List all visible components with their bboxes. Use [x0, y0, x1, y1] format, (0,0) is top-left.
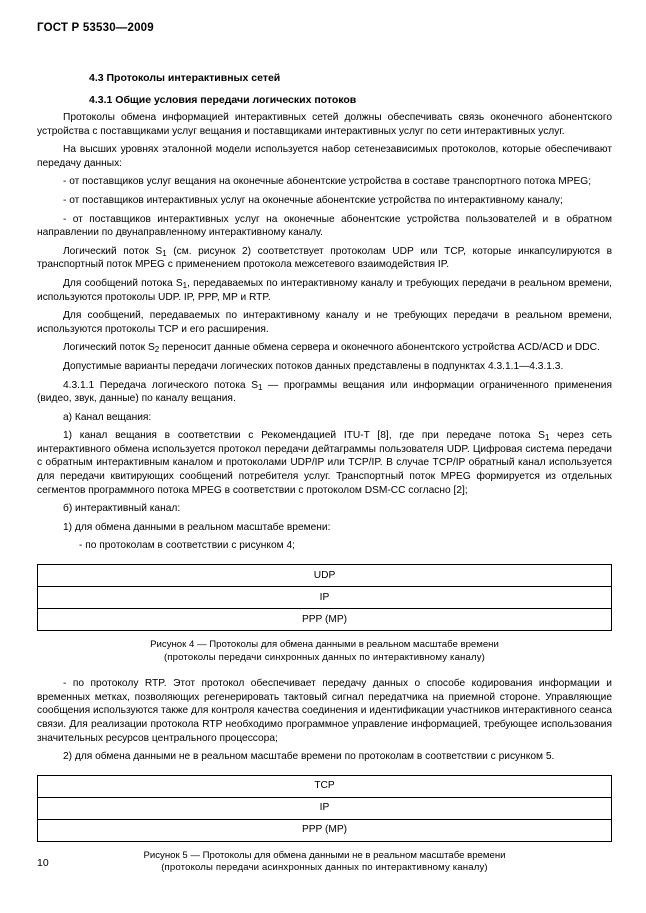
- paragraph-6-part-b: (см. рисунок 2) соответствует протоколам UDP или TCP, которые инкапсулируются в транспортный поток MPEG с применением протокола межсетевого взаимодействия IP.: [37, 245, 612, 271]
- paragraph-10: Допустимые варианты передачи логических потоков данных представлены в подпунктах 4.3.1.1—4.3.1.3.: [63, 360, 564, 372]
- figure-5-caption-line-1: Рисунок 5 — Протоколы для обмена данными не в реальном масштабе времени: [143, 849, 506, 861]
- figure-5-row-2: IP: [38, 797, 612, 819]
- figure-4-row-1: UDP: [38, 565, 612, 587]
- paragraph-14: б) интерактивный канал:: [63, 503, 181, 515]
- paragraph-2: На высших уровнях эталонной модели используется набор сетенезависимых протоколов, которые обеспечивают передачу данных:: [37, 144, 612, 169]
- figure-5-caption: [37, 850, 612, 875]
- table-row: [38, 775, 612, 797]
- paragraph-18: 2) для обмена данными не в реальном масштабе времени по протоколам в соответствии с рисунком 5.: [63, 751, 555, 763]
- paragraph-11-part-a: 4.3.1.1 Передача логического потока S: [63, 379, 258, 391]
- table-row: [38, 797, 612, 819]
- paragraph-7: [37, 272, 612, 304]
- paragraph-1: Протоколы обмена информацией интерактивных сетей должны обеспечивать связь оконечного абонентского устройства с поставщиками услуг вещания и поставщиками интерактивных услуг по сети интерактивных услуг.: [37, 112, 612, 137]
- figure-4-caption-line-2: (протоколы передачи синхронных данных по интерактивному каналу): [163, 651, 486, 663]
- paragraph-5: - от поставщиков интерактивных услуг на оконечные абонентские устройства пользователей и в обратном направлении по двунаправленному интерактивному каналу.: [37, 213, 612, 239]
- paragraph-6-part-a: Логический поток S: [63, 245, 163, 257]
- paragraph-16: - по протоколам в соответствии с рисунком 4;: [79, 540, 295, 552]
- paragraph-9-part-a: Логический поток S: [63, 342, 155, 354]
- paragraph-12: а) Канал вещания:: [63, 411, 152, 423]
- table-row: [38, 565, 612, 587]
- paragraph-13-part-b: через сеть интерактивного обмена используется протокол передачи дейтаграммы пользователя UDP. Цифровая система передачи с обратным интерактивным каналом и протоколами UDP/IP или TCP/IP. В случае ТСР/IP обратный канал используется для передачи квитирующих сообщений потребителя услуг. Транспортный поток MPEG формируется из отдельных сегментов программного потока MPEG в соответствии с протоколом DSM-CC согласно [2];: [37, 430, 612, 496]
- paragraph-13-subscript: 1: [544, 433, 550, 443]
- paragraph-13: [37, 424, 612, 497]
- paragraph-15: 1) для обмена данными в реальном масштабе времени:: [63, 521, 331, 533]
- page-number: 10: [37, 857, 49, 869]
- table-row: [38, 587, 612, 609]
- figure-4-caption-line-1: Рисунок 4 — Протоколы для обмена данными в реальном масштабе времени: [150, 639, 499, 651]
- paragraph-9: [37, 336, 612, 355]
- section-heading-4-3: 4.3 Протоколы интерактивных сетей: [89, 72, 281, 84]
- figure-5-caption-line-2: (протоколы передачи асинхронных данных по интерактивному каналу): [161, 862, 488, 874]
- paragraph-7-part-a: Для сообщений потока S: [63, 277, 183, 289]
- table-row: [38, 609, 612, 631]
- page-content: [37, 60, 612, 875]
- paragraph-3: - от поставщиков услуг вещания на оконечные абонентские устройства в составе транспортного потока MPEG;: [63, 176, 592, 188]
- paragraph-4: - от поставщиков интерактивных услуг на оконечные абонентские устройства по интерактивному каналу;: [63, 194, 563, 206]
- figure-5-row-3: PPP (MP): [38, 819, 612, 841]
- figure-4-row-2: IP: [38, 587, 612, 609]
- paragraph-17: - по протоколу RTP. Этот протокол обеспечивает передачу данных о способе кодирования информации и временных метках, позволяющих регенерировать тактовый сигнал передатчика на приемной стороне. Управляющие сообщения используются также для контроля качества соединения и идентификации участников интерактивного сеанса связи. Для реализации протокола RTP необходимо программное управление информацией, требующее использования значительных ресурсов центрального процессора;: [37, 678, 612, 744]
- paragraph-11-part-b: — программы вещания или информации ограниченного применения (видео, звук, данные) по каналу вещания.: [37, 379, 612, 405]
- page-header: ГОСТ Р 53530—2009: [37, 22, 154, 34]
- figure-5-protocol-stack: [37, 775, 612, 842]
- paragraph-6-subscript: 1: [162, 248, 167, 258]
- paragraph-9-subscript: 2: [154, 345, 160, 355]
- paragraph-7-subscript: 1: [182, 280, 188, 290]
- figure-4-protocol-stack: [37, 564, 612, 631]
- paragraph-13-part-a: 1) канал вещания в соответствии с Рекомендацией ITU-T [8], где при передаче потока S: [63, 430, 545, 442]
- paragraph-11-subscript: 1: [257, 382, 263, 392]
- table-row: [38, 819, 612, 841]
- paragraph-8: Для сообщений, передаваемых по интерактивному каналу и не требующих передачи в реальном времени, используются протоколы ТСР и его расширения.: [37, 310, 612, 335]
- section-heading-4-3-1: 4.3.1 Общие условия передачи логических потоков: [89, 94, 357, 106]
- paragraph-11: [37, 374, 612, 406]
- figure-4-row-3: PPP (MP): [38, 609, 612, 631]
- figure-4-caption: [37, 639, 612, 664]
- paragraph-6: [37, 240, 612, 272]
- paragraph-7-part-b: , передаваемых по интерактивному каналу и требующих передачи в реальном времени, используются протоколы UDP. IP, PPP, MP и RTP.: [37, 277, 612, 303]
- paragraph-9-part-b: переносит данные обмена сервера и оконечного абонентского устройства ACD/ACD и DDC.: [159, 342, 600, 354]
- figure-5-row-1: TCP: [38, 775, 612, 797]
